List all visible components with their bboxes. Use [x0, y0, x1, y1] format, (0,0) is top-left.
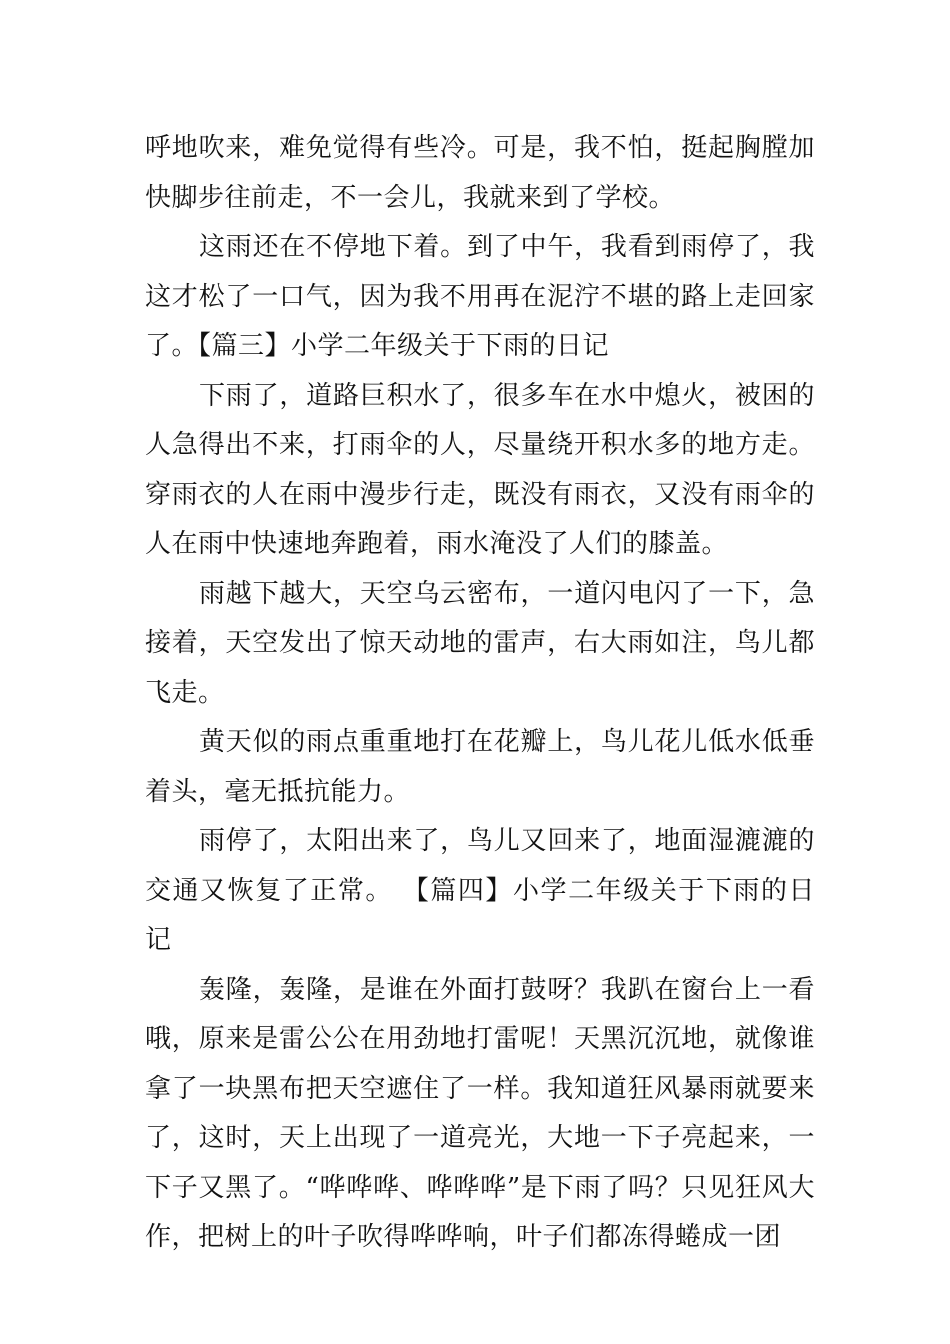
document-body	[145, 124, 815, 1263]
paragraph-3: 下雨了，道路巨积水了，很多车在水中熄火，被困的人急得出不来，打雨伞的人，尽量绕开积水多的地方走。穿雨衣的人在雨中漫步行走，既没有雨衣，又没有雨伞的人在雨中快速地奔跑着，雨水淹没了人们的膝盖。	[145, 380, 815, 559]
paragraph-6: 雨停了，太阳出来了，鸟儿又回来了，地面湿漉漉的交通又恢复了正常。 【篇四】小学二年级关于下雨的日记	[145, 826, 815, 955]
paragraph-2: 这雨还在不停地下着。到了中午，我看到雨停了，我这才松了一口气，因为我不用再在泥泞不堪的路上走回家了。【篇三】小学二年级关于下雨的日记	[145, 232, 815, 361]
paragraph-1: 呼地吹来，难免觉得有些冷。可是，我不怕，挺起胸膛加快脚步往前走，不一会儿，我就来到了学校。	[145, 133, 815, 213]
paragraph-7: 轰隆，轰隆，是谁在外面打鼓呀？我趴在窗台上一看哦，原来是雷公公在用劲地打雷呢！天黑沉沉地，就像谁拿了一块黑布把天空遮住了一样。我知道狂风暴雨就要来了，这时，天上出现了一道亮光，大地一下子亮起来，一下子又黑了。“哗哗哗、哗哗哗”是下雨了吗？只见狂风大作，把树上的叶子吹得哗哗响，叶子们都冻得蜷成一团	[145, 974, 815, 1252]
paragraph-5: 黄天似的雨点重重地打在花瓣上，鸟儿花儿低水低垂着头，毫无抵抗能力。	[145, 727, 815, 807]
paragraph-4: 雨越下越大，天空乌云密布，一道闪电闪了一下，急接着，天空发出了惊天动地的雷声，右大雨如注，鸟儿都飞走。	[145, 578, 815, 708]
